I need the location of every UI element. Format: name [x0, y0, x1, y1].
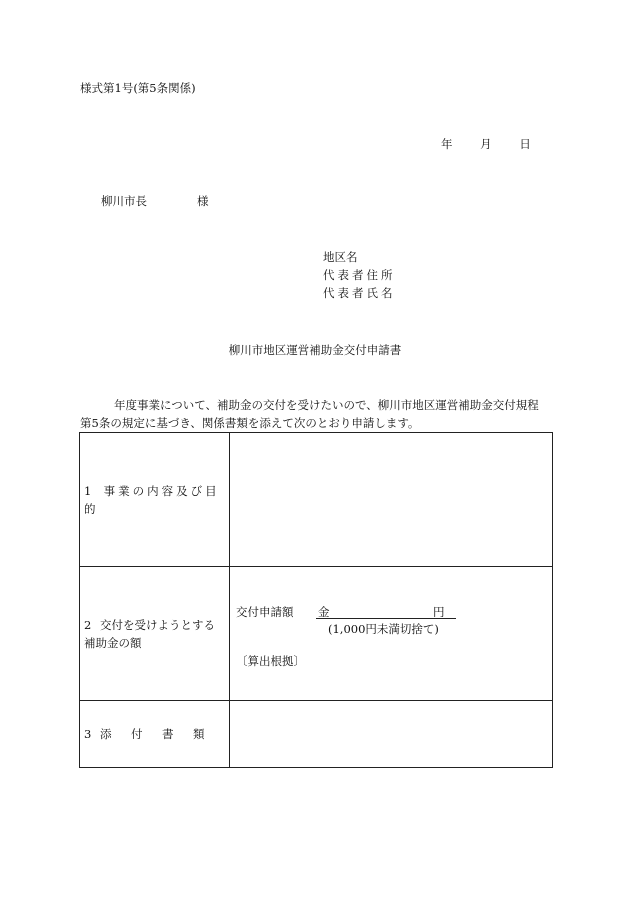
amount-label-line-1: 交付を受けようとする [100, 617, 215, 632]
district-name-label: 地区名 [323, 250, 358, 264]
rounding-note: (1,000円未満切捨て) [328, 622, 439, 636]
attachments-input-cell[interactable] [230, 701, 553, 768]
attach-char: 類 [193, 727, 205, 741]
table-row [80, 701, 553, 768]
attachments-label-cell [80, 701, 230, 768]
kin-label: 金 [318, 605, 330, 619]
addressee [101, 193, 209, 209]
addressee-name: 柳川市長 [101, 194, 147, 208]
date-month: 月 [480, 137, 492, 151]
purpose-input-cell[interactable] [230, 433, 553, 567]
attach-char: 付 [131, 727, 143, 741]
addressee-honorific: 様 [197, 194, 209, 208]
row-number: 1 [84, 483, 92, 498]
date-year: 年 [441, 137, 453, 151]
amount-input-cell [230, 567, 553, 701]
intro-line-2: 第5条の規定に基づき、関係書類を添えて次のとおり申請します。 [80, 416, 420, 430]
calculation-basis-label: 〔算出根拠〕 [236, 654, 305, 668]
purpose-label: 事業の内容及び目的 [84, 483, 220, 516]
form-number: 様式第1号(第5条関係) [80, 81, 196, 95]
table-row [80, 433, 553, 567]
requested-amount-label: 交付申請額 [236, 605, 294, 619]
purpose-label-cell [80, 433, 230, 567]
amount-label-line-2: 補助金の額 [84, 635, 142, 650]
attach-char: 書 [162, 727, 174, 741]
date-line [441, 136, 531, 152]
representative-address-label: 代表者住所 [323, 268, 396, 282]
document-title: 柳川市地区運営補助金交付申請書 [228, 343, 402, 357]
application-table [79, 432, 553, 768]
row-number: 2 [84, 617, 92, 632]
amount-label-cell [80, 567, 230, 701]
date-day: 日 [519, 137, 531, 151]
attach-char: 添 [100, 727, 112, 741]
table-row [80, 567, 553, 701]
applicant-block [323, 248, 396, 302]
yen-label: 円 [433, 605, 445, 619]
intro-line-1: 年度事業について、補助金の交付を受けたいので、柳川市地区運営補助金交付規程 [114, 398, 539, 412]
intro-paragraph [80, 396, 560, 432]
representative-name-label: 代表者氏名 [323, 286, 396, 300]
row-number: 3 [84, 727, 92, 741]
